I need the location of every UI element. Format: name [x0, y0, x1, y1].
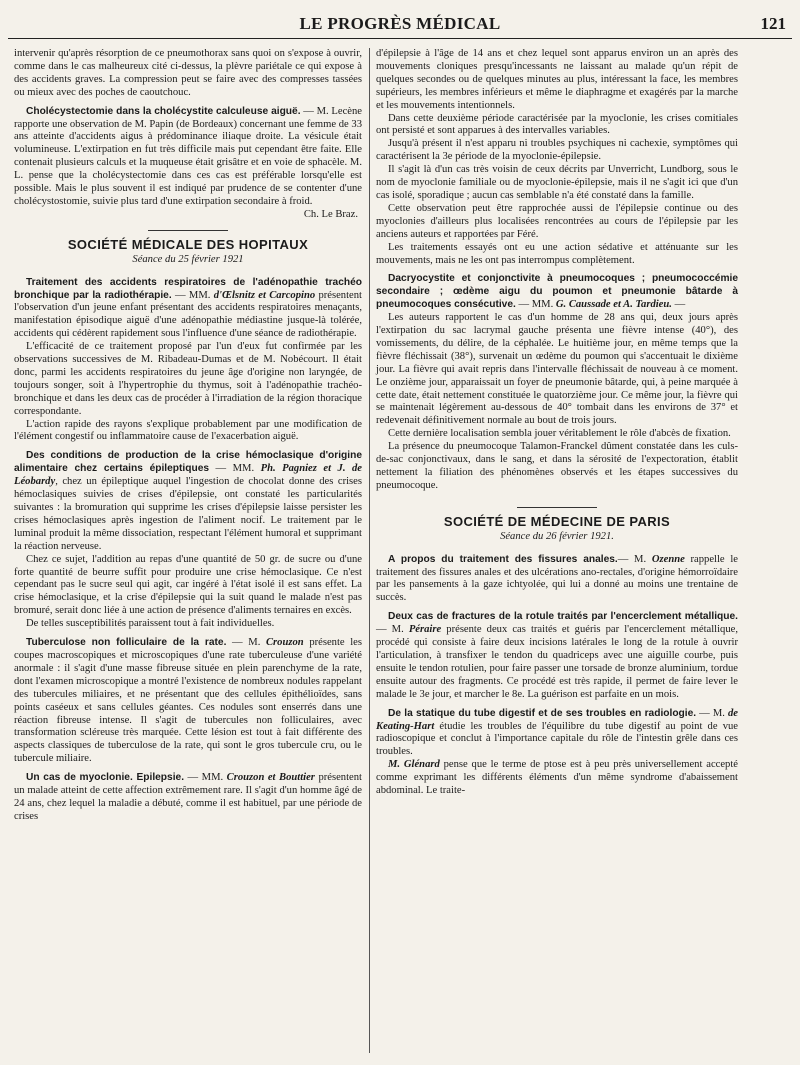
- article-title: Dacryocystite et conjonctivite à pneumocoques ; pneumococcémie secondaire ; œdème aigu du poumon et pneumonie bâtarde à pneumocoques consécutive.: [376, 273, 738, 311]
- paragraph: [376, 554, 738, 606]
- article-title: Tuberculose non folliculaire de la rate.: [26, 637, 227, 649]
- paragraph: Les auteurs rapportent le cas d'un homme de 28 ans qui, deux jours après l'extirpation du sac lacrymal gauche présenta une fièvre intense (40°), des vomissements, du délire, de la céphalée. Le huitième jour, en même temps que la fièvre fléchissait (38°), survenait un œdème du poumon qui s'accentuait le dixième jour. La fièvre qui avait repris dans l'intervalle fléchissait de nouveau à ce moment. Le onzième jour, apparaissait un foyer de pneumonie bâtarde, qui, à peine marquée à cette date, était nettement constituée le quatorzième jour. Ce même jour, la fièvre qui se maintenait légèrement au-dessous de 40° tombait dans les environs de 37° et redevenait définitivement normale au bout de trois jours.: [376, 312, 738, 427]
- page-number: 121: [760, 14, 786, 33]
- article-title: Un cas de myoclonie. Epilepsie.: [26, 772, 185, 784]
- paragraph: Chez ce sujet, l'addition au repas d'une quantité de 50 gr. de sucre ou d'une forte quantité de beurre suffit pour produire une crise hémoclasique. Ce n'est cependant pas le sucre seul qui agit, car ingéré à l'état isolé il est sans effet. La crise hémoclasique, et la crise d'épilepsie qui la suit quand le malade n'est pas bromuré, serait donc liée à une action de présence d'aliments ternaires en excès.: [14, 553, 362, 617]
- article-title: De la statique du tube digestif et de ses troubles en radiologie.: [388, 707, 697, 719]
- article-body: présentent un malade atteint de cette affection extrêmement rare. Il s'agit d'un homme âgé de 24 ans, chez lequel la maladie a débuté, comme il est habituel, par une période de crises: [14, 772, 362, 822]
- paragraph: Il s'agit là d'un cas très voisin de ceux décrits par Unverricht, Lundborg, sous le nom de myoclonie familiale ou de myoclonie-épilepsie, mais il ne s'agit ici que d'un cas isolé, sporadique ; aucun cas semblable n'a été constaté dans la famille.: [376, 164, 738, 201]
- article-body: étudie les troubles de l'équilibre du tube digestif au point de vue radioscopique et conclut à l'importance capitale du rôle de l'intestin grêle dans ces troubles.: [376, 720, 738, 758]
- paragraph: [14, 106, 362, 209]
- authors: Ph. Pagniez et J. de Léobardy: [14, 463, 362, 488]
- article-body: présente deux cas traités et guéris par l'encerclement métallique, procédé qui consiste à faire deux incisions latérales le long de la rotule à ouvrir l'articulation, à transfixer le tendon du quadriceps avec une aiguille courbe, puis ensuite le tendon rotulien, pour faire passer une torsade de bronze aluminium, tordue ensuite autour des fragments. Ce procédé est très rapide, il permet de faire lever le malade le 3e jour, et marcher le 8e. La guérison est parfaite en un mois.: [376, 624, 738, 700]
- right-column: [376, 48, 738, 798]
- dash: — MM.: [209, 463, 261, 475]
- authors: de Keating-Hart: [376, 707, 738, 732]
- section-separator: [148, 230, 228, 231]
- article-body: , chez un épileptique auquel l'ingestion de chocolat donne des crises hémoclasiques suivies de crises d'épilepsie, ont constaté les particularités suivantes : la bromuration qui supprime les crises d'épilepsie laisse persister les crises hémoclasiques après ingestion de l'aliment nocif. Le traitement par le luminal produit la même dissociation, respectant l'élément humoral et supprimant la réaction nerveuse.: [14, 476, 362, 552]
- society-heading: SOCIÉTÉ DE MÉDECINE DE PARIS: [443, 513, 671, 529]
- session-date: Séance du 26 février 1921.: [500, 530, 614, 542]
- paragraph: [14, 277, 362, 342]
- paragraph: Jusqu'à présent il n'est apparu ni troubles psychiques ni cachexie, symptômes qui caractérisent la 3e période de la myoclonie-épilepsie.: [376, 138, 738, 163]
- dash: — M.: [617, 553, 652, 565]
- dash: — M.: [696, 707, 728, 719]
- paragraph: [14, 772, 362, 824]
- paragraph: Cette dernière localisation sembla jouer véritablement le rôle d'abcès de fixation.: [388, 428, 731, 440]
- paragraph: De telles susceptibilités paraissent tout à fait individuelles.: [26, 618, 275, 630]
- article-body: présente les coupes macroscopiques et microscopiques d'une rate tuberculeuse d'une variété anormale : il s'agit d'une masse fibreuse située en plein parenchyme de la rate, dont l'examen microscopique a montré l'existence de nombreux nodules rappelant des tubercules miliaires, et ne présentant que des cellules épithélioïdes, sans points caséeux et sans cellules géantes. Ces nodules sont enserrés dans une réaction fibreuse intense. Il s'agit de tubercules non folliculaires, avec transformation scléreuse très marquée. Cette lésion est tout à fait différente des aspects classiques de tuberculose de la rate, qui sont le gros tubercule cru, ou le tubercule miliaire.: [14, 637, 363, 765]
- authors: Péraire: [408, 624, 442, 636]
- paragraph: Les traitements essayés ont eu une action sédative et atténuante sur les mouvements, mais ne les ont pas interrompus complètement.: [376, 241, 738, 266]
- header-rule: [8, 38, 792, 39]
- dash: — MM.: [184, 772, 227, 784]
- article-title: Cholécystectomie dans la cholécystite calculeuse aiguë.: [26, 105, 301, 117]
- authors: Crouzon: [265, 637, 304, 649]
- authors: M. Glénard: [388, 759, 440, 771]
- paragraph: L'action rapide des rayons s'explique probablement par une modification de l'élément congestif ou inflammatoire cause de l'exacerbation aiguë.: [14, 418, 362, 443]
- paragraph: [14, 450, 362, 553]
- article-title: Des conditions de production de la crise hémoclasique d'origine alimentaire chez certains épileptiques: [14, 450, 362, 475]
- authors: Ozenne: [651, 553, 685, 565]
- article-body: présentent l'observation d'un jeune enfant présentant des accidents respiratoires menaçants, manifestation épisodique aiguë d'une adénopathie médiastine jusque-là tolérée, accidents qui cédèrent rapidement sous l'influence d'une séance de radiothérapie.: [14, 289, 362, 340]
- paragraph: La présence du pneumocoque Talamon-Franckel dûment constatée dans les culs-de-sac conjonctivaux, dans le sang, et dans la sérosité de l'expectoration, établit nettement la filiation des phénomènes observés et les étapes successives du pneumocoque.: [376, 441, 738, 491]
- paragraph: [14, 637, 362, 766]
- journal-title: LE PROGRÈS MÉDICAL: [299, 14, 501, 33]
- signature: Ch. Le Braz.: [303, 208, 358, 220]
- section-separator: [517, 507, 597, 508]
- paragraph: intervenir qu'après résorption de ce pneumothorax sans quoi on s'expose à ouvrir, comme dans le cas malheureux cité ci-dessus, la plèvre pariétale ce qui expose à des accidents graves. La compression peut se faire avec des compresses tassées ou mieux avec des poches de caoutchouc.: [14, 48, 362, 98]
- paragraph: Cette observation peut être rapprochée aussi de l'épilepsie continue ou des myoclonies d'ailleurs plus localisées rencontrées au cours de l'épilepsie par les anciens auteurs et rapportées par Féré.: [376, 202, 738, 240]
- authors: G. Caussade et A. Tardieu.: [555, 299, 672, 311]
- article-title: Traitement des accidents respiratoires de l'adénopathie trachéo bronchique par la radiothérapie.: [14, 276, 362, 301]
- session-date: Séance du 25 février 1921: [132, 253, 244, 265]
- paragraph: [376, 759, 738, 798]
- dash: — M.: [226, 637, 266, 649]
- authors: Crouzon et Bouttier: [226, 772, 315, 784]
- article-title: Deux cas de fractures de la rotule traités par l'encerclement métallique.: [388, 611, 738, 623]
- article-body: — M. Lecène rapporte une observation de M. Papin (de Bordeaux) concernant une femme de 33 ans atteinte d'accidents aigus à prédominance iliaque droite. La vésicule était volumineuse. L'extirpation en fut très difficile mais put cependant être faite. Elle contenait plusieurs calculs et la muqueuse était grisâtre et en voie de sphacèle. M. L. pense que la cholécystectomie dans ces cas est préférable lorsqu'elle est possible. Mais le plus souvent il est indiqué par prudence de se contenter d'une cholécystostomie, suivie plus tard d'une extirpation secondaire à froid.: [14, 105, 363, 207]
- paragraph: [376, 611, 738, 701]
- paragraph: [376, 273, 738, 312]
- article-title: A propos du traitement des fissures anales.: [388, 553, 618, 565]
- page-header: [8, 14, 792, 36]
- column-divider: [369, 48, 370, 1053]
- authors: d'Œlsnitz et Carcopino: [213, 289, 316, 301]
- article-body: pense que le terme de ptose est à peu près universellement accepté comme exprimant les différents éléments d'un même syndrome d'abaissement abdominal. Le traite-: [376, 759, 738, 797]
- paragraph: Dans cette deuxième période caractérisée par la myoclonie, les crises comitiales ont persisté et sont apparues à des intervalles variables.: [376, 112, 738, 137]
- dash: — MM.: [171, 289, 214, 301]
- society-heading: SOCIÉTÉ MÉDICALE DES HOPITAUX: [67, 236, 309, 252]
- paragraph: [376, 708, 738, 760]
- dash: — MM.: [515, 299, 556, 311]
- article-body: rappelle le traitement des fissures anales et des ulcérations ano-rectales, d'origine hémorroïdaire par les pansements à la gaze ichtyolée, qui lui a donné au moins une trentaine de succès.: [376, 553, 738, 604]
- left-column: [14, 48, 362, 824]
- paragraph: L'efficacité de ce traitement proposé par l'un d'eux fut confirmée par les observations successives de M. Ribadeau-Dumas et de M. Nobécourt. Il était donc, parmi les accidents respiratoires du jeune âge d'origine non laryngée, de toujours songer, soit à l'hypertrophie du thymus, soit à l'adénopathie trachéo-bronchique et dans les deux cas de procéder à l'irradiation de la région thoracique correspondante.: [14, 341, 362, 417]
- dash: —: [671, 299, 686, 311]
- dash: — M.: [376, 624, 409, 636]
- paragraph: d'épilepsie à l'âge de 14 ans et chez lequel sont apparus environ un an après des mouvements cloniques presqu'incessants ne laissant au malade qu'un répit de quelques secondes ou de quelques minutes au plus, intéressant la face, les membres supérieurs, les membres inférieurs et même le diaphragme et exagérés par la marche et les mouvements intentionnels.: [376, 48, 738, 111]
